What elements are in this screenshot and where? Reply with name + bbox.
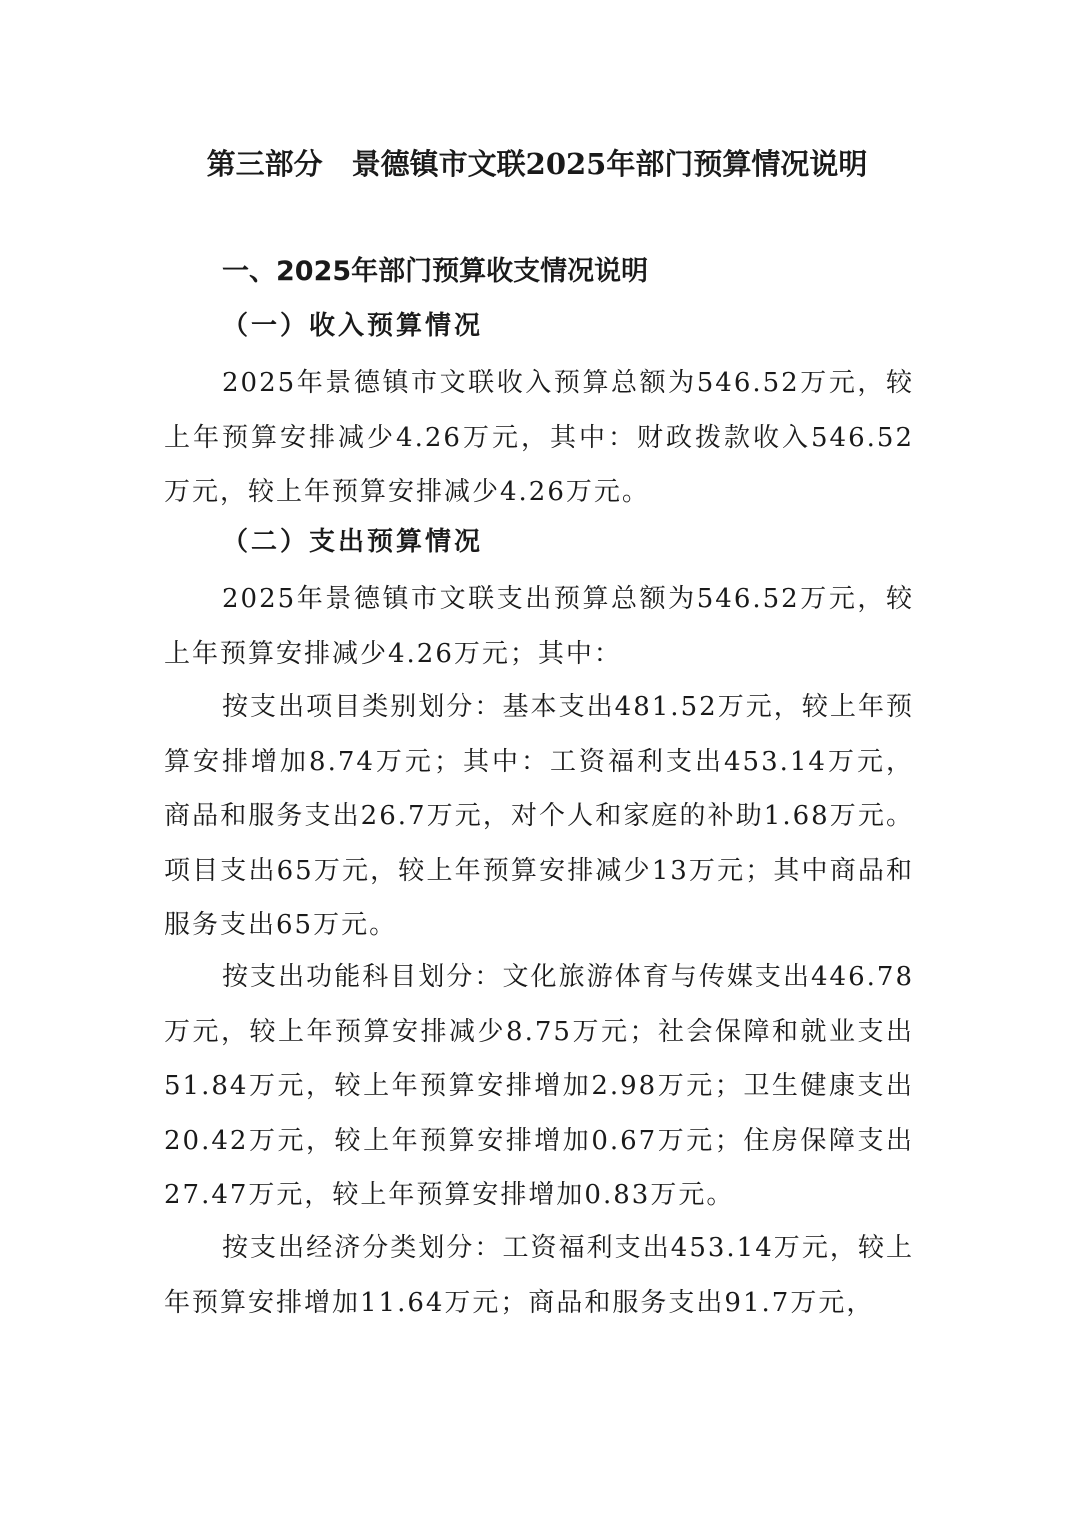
document-title: 第三部分 景德镇市文联2025年部门预算情况说明 [206,147,868,181]
paragraph-expense-total: 2025年景德镇市文联支出预算总额为546.52万元，较上年预算安排减少4.26万元；其中： [164,584,914,669]
section-heading-budget-overview: 一、2025年部门预算收支情况说明 [222,256,649,287]
paragraph-expense-by-project-type: 按支出项目类别划分：基本支出481.52万元，较上年预算安排增加8.74万元；其中：工资福利支出453.14万元，商品和服务支出26.7万元，对个人和家庭的补助1.68万元。项目支出65万元，较上年预算安排减少13万元；其中商品和服务支出65万元。 [164,692,914,940]
paragraph-expense-by-economic-class: 按支出经济分类划分：工资福利支出453.14万元，较上年预算安排增加11.64万元；商品和服务支出91.7万元， [164,1233,914,1318]
paragraph-expense-by-function: 按支出功能科目划分：文化旅游体育与传媒支出446.78万元，较上年预算安排减少8.75万元；社会保障和就业支出51.84万元，较上年预算安排增加2.98万元；卫生健康支出20.42万元，较上年预算安排增加0.67万元；住房保障支出27.47万元，较上年预算安排增加0.83万元。 [164,962,914,1210]
subheading-income-budget: （一）收入预算情况 [222,311,484,341]
paragraph-income-budget: 2025年景德镇市文联收入预算总额为546.52万元，较上年预算安排减少4.26万元，其中：财政拨款收入546.52万元，较上年预算安排减少4.26万元。 [164,368,914,507]
subheading-expense-budget: （二）支出预算情况 [222,527,484,557]
